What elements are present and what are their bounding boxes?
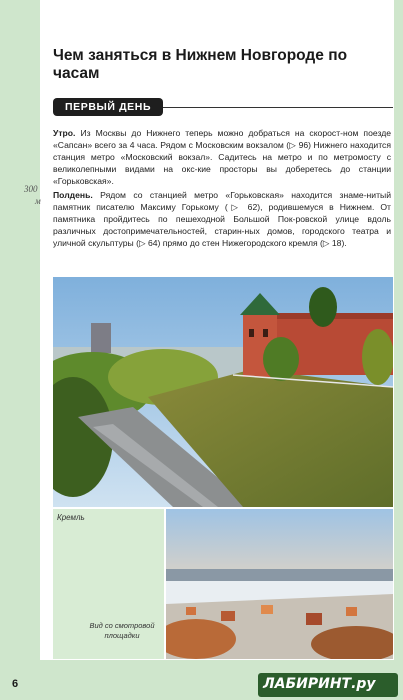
paragraph-noon xyxy=(53,189,391,249)
kremlin-photo xyxy=(53,277,393,507)
paragraph-text: Рядом со станцией метро «Горьковская» находится знаме-нитый памятник писателю Максиму Горькому (▷ 62), родившемуся в Нижнем. От памятника пройдитесь по пешеходной Большой Пок-ровской улице вдоль различных достопримечательностей, старин-ных домов, городского театра и уличной скульптуры (▷ 64) прямо до стен Нижегородского кремля (▷ 18). xyxy=(53,190,392,248)
paragraph-lead: Утро. xyxy=(53,128,76,138)
left-margin-band xyxy=(0,0,40,700)
caption-viewpoint: Вид со смотровой площадки xyxy=(89,621,155,640)
right-margin-band xyxy=(394,0,403,700)
page-number: 6 xyxy=(12,678,19,690)
day-badge: ПЕРВЫЙ ДЕНЬ xyxy=(53,98,163,116)
caption-kremlin: Кремль xyxy=(57,513,85,522)
scale-value: 300 xyxy=(24,184,38,194)
paragraph-morning xyxy=(53,127,391,187)
watermark-text: ЛАБИРИНТ.ру xyxy=(263,676,376,692)
viewpoint-photo xyxy=(166,509,393,659)
kremlin-illustration xyxy=(53,277,393,507)
scale-unit: м xyxy=(35,196,41,206)
paragraph-lead: Полдень. xyxy=(53,190,93,200)
page-title: Чем заняться в Нижнем Новгороде по часам xyxy=(53,47,348,82)
river-view-illustration xyxy=(166,509,393,659)
paragraph-text: Из Москвы до Нижнего теперь можно добраться на скорост-ном поезде «Сапсан» всего за 4 часа. Рядом с Московским вокзалом (▷ 96) Нижнего находится станция метро «Московский вокзал». Садитесь на метро и по метромосту с великолепными видами на окс-кие просторы вы доберетесь до станции «Горьковская». xyxy=(53,128,391,186)
